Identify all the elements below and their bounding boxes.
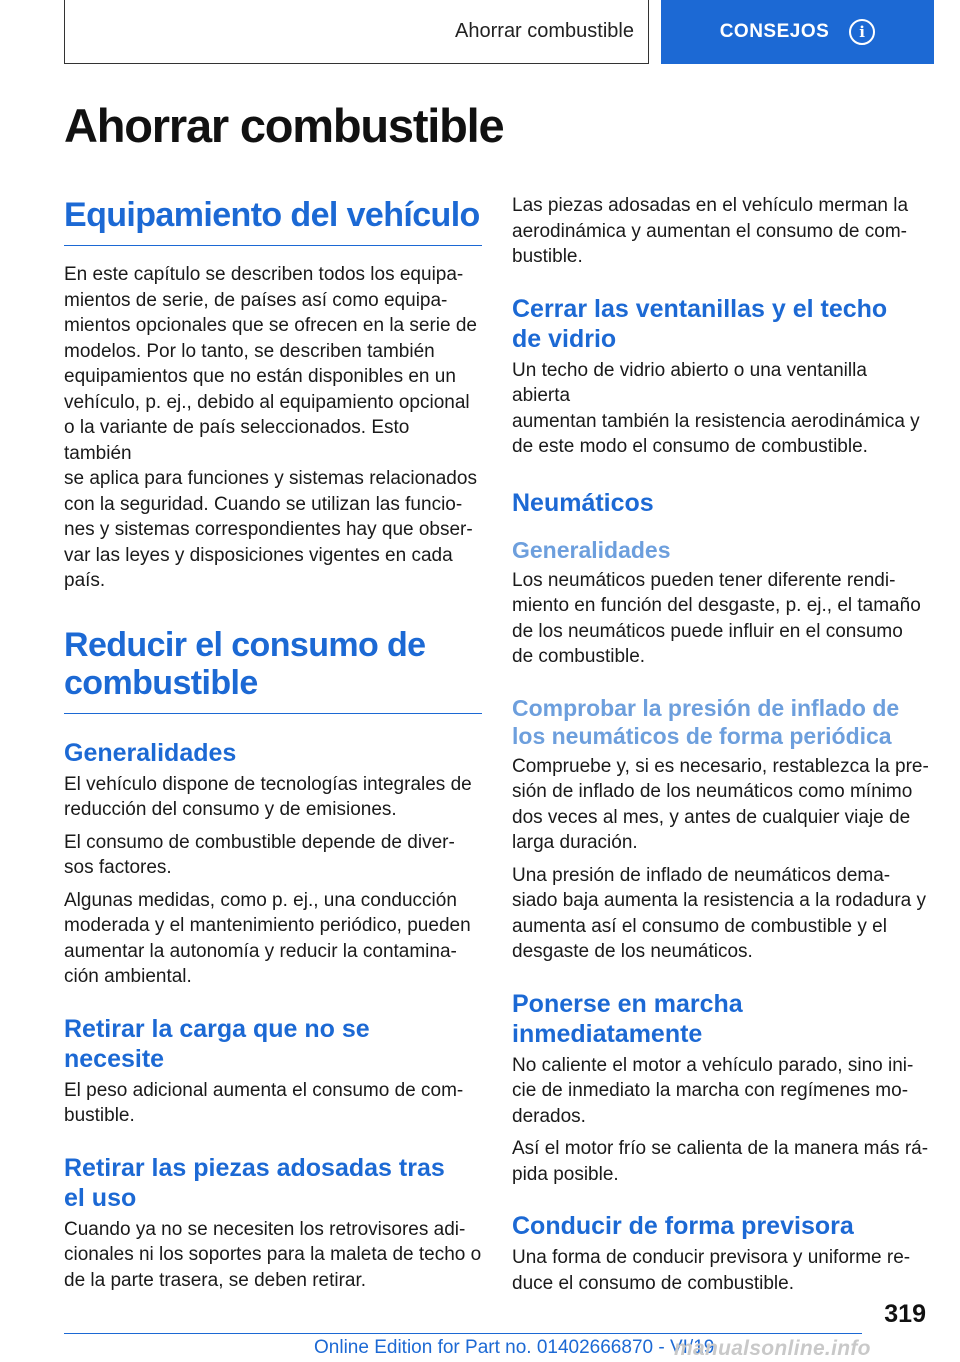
heading-carga: Retirar la carga que no se necesite bbox=[64, 1014, 370, 1073]
edition-text: Online Edition for Part no. 01402666870 - VI/19 bbox=[314, 1337, 715, 1358]
paragraph-equipamiento: En este capítulo se describen todos los equipa- mientos de serie, de países así como equipa- mientos opcionales que se ofrecen en la serie de modelos. Por lo tanto, se describen también equipamientos que no están disponibles en un vehículo, p. ej., debido al equipamiento opcional o la variante de país seleccionados. Esto también se aplica para funciones y sistemas relacionados con la seguridad. Cuando se utilizan las funcio- nes y sistemas correspondientes hay que obser- var las leyes y disposiciones vigentes en cada país. bbox=[64, 264, 477, 591]
heading-piezas: Retirar las piezas adosadas tras el uso bbox=[64, 1153, 445, 1212]
paragraph-marcha-1: No caliente el motor a vehículo parado, sino ini- cie de inmediato la marcha con regímenes mo- derados. bbox=[512, 1054, 914, 1127]
paragraph-presion-2: Una presión de inflado de neumáticos dema- siado baja aumenta la resistencia a la rodadura y aumenta así el consumo de combustible y el desgaste de los neumáticos. bbox=[512, 864, 927, 962]
heading-generalidades: Generalidades bbox=[64, 738, 237, 767]
paragraph-previsora: Una forma de conducir previsora y uniforme re- duce el consumo de combustible. bbox=[512, 1247, 911, 1294]
page-number: 319 bbox=[884, 1300, 926, 1328]
page-title: Ahorrar combustible bbox=[64, 99, 504, 152]
paragraph-ventanillas: Un techo de vidrio abierto o una ventanilla abierta aumentan también la resistencia aerodinámica y de este modo el consumo de combustible. bbox=[512, 359, 920, 457]
paragraph-gen-2: El consumo de combustible depende de diver- sos factores. bbox=[64, 831, 455, 878]
paragraph-neumaticos-gen: Los neumáticos pueden tener diferente rendi- miento en función del desgaste, p. ej., el tamaño de los neumáticos puede influir en el consumo de combustible. bbox=[512, 569, 921, 667]
paragraph-piezas: Cuando ya no se necesiten los retrovisores adi- cionales ni los soportes para la maleta de techo o de la parte trasera, se deben retirar. bbox=[64, 1218, 482, 1291]
heading-previsora: Conducir de forma previsora bbox=[512, 1212, 854, 1240]
heading-neumaticos-generalidades: Generalidades bbox=[512, 536, 671, 563]
section-title: Ahorrar combustible bbox=[455, 20, 634, 42]
paragraph-carga: El peso adicional aumenta el consumo de com- bustible. bbox=[64, 1079, 464, 1126]
heading-presion: Comprobar la presión de inflado de los neumáticos de forma periódica bbox=[512, 694, 900, 749]
left-column bbox=[64, 196, 482, 1300]
chapter-label: CONSEJOS bbox=[719, 21, 830, 42]
footer-divider bbox=[64, 1333, 862, 1334]
paragraph-marcha-2: Así el motor frío se calienta de la manera más rá- pida posible. bbox=[512, 1138, 929, 1185]
info-icon: i bbox=[849, 19, 875, 45]
section-tab bbox=[64, 0, 649, 64]
paragraph-piezas-cont: Las piezas adosadas en el vehículo merman la aerodinámica y aumentan el consumo de com- bustible. bbox=[512, 195, 909, 267]
paragraph-presion-1: Compruebe y, si es necesario, restablezca la pre- sión de inflado de los neumáticos como mínimo dos veces al mes, y antes de cualquier viaje de larga duración. bbox=[512, 755, 929, 853]
page-header bbox=[64, 0, 934, 64]
paragraph-gen-1: El vehículo dispone de tecnologías integrales de reducción del consumo y de emisiones. bbox=[64, 773, 472, 820]
chapter-badge bbox=[661, 0, 934, 64]
heading-equipamiento: Equipamiento del vehículo bbox=[64, 196, 482, 246]
paragraph-gen-3: Algunas medidas, como p. ej., una conducción moderada y el mantenimiento periódico, pueden aumentar la autonomía y reducir la contamina- ción ambiental. bbox=[64, 889, 471, 987]
heading-marcha: Ponerse en marcha inmediatamente bbox=[512, 989, 743, 1048]
heading-neumaticos: Neumáticos bbox=[512, 488, 654, 517]
heading-reducir: Reducir el consumo de combustible bbox=[64, 626, 482, 714]
heading-ventanillas: Cerrar las ventanillas y el techo de vidrio bbox=[512, 294, 888, 353]
right-column bbox=[512, 193, 930, 1303]
watermark: manualsonline.info bbox=[674, 1337, 871, 1360]
